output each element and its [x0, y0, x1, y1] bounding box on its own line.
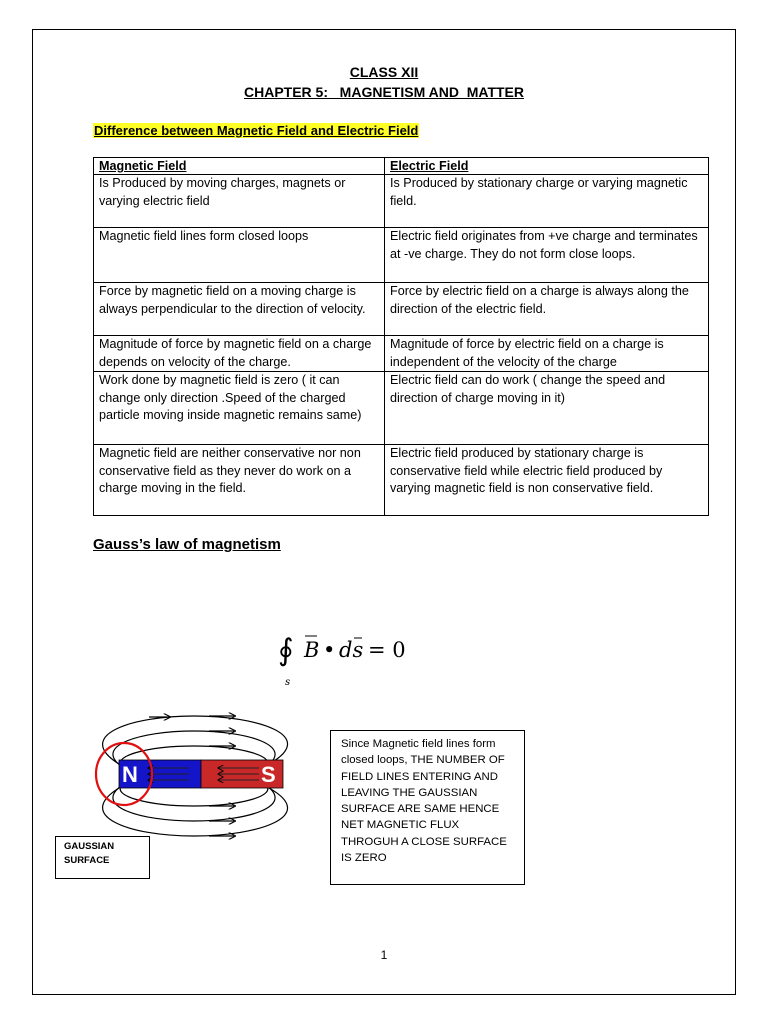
dot-operator: • [323, 638, 336, 662]
table-cell: Force by magnetic field on a moving charge is always perpendicular to the direction of velocity. [94, 283, 385, 336]
table-row [94, 372, 709, 445]
comparison-table [93, 157, 709, 516]
closed-integral-symbol: ∮ [278, 633, 294, 668]
integral-subscript: s [285, 677, 291, 688]
table-row [94, 228, 709, 283]
class-title: CLASS XII [349, 64, 419, 80]
table-cell: Force by electric field on a charge is always along the direction of the electric field. [385, 283, 709, 336]
column-header-magnetic: Magnetic Field [94, 158, 385, 175]
table-cell: Magnitude of force by magnetic field on a charge depends on velocity of the charge. [94, 336, 385, 372]
table-cell: Electric field produced by stationary charge is conservative field while electric field produced by varying magnetic field is non conservative field. [385, 445, 709, 516]
vector-b: B [304, 638, 320, 662]
table-cell: Electric field originates from +ve charge and terminates at -ve charge. They do not form close loops. [385, 228, 709, 283]
table-cell: Magnetic field lines form closed loops [94, 228, 385, 283]
vector-ds: ds [339, 638, 364, 662]
equals-zero: = 0 [368, 638, 406, 662]
table-row [94, 175, 709, 228]
table-row [94, 283, 709, 336]
table-cell: Work done by magnetic field is zero ( it can change only direction .Speed of the charged particle moving inside magnetic remains same) [94, 372, 385, 445]
bar-magnet-field-lines-figure [89, 706, 314, 842]
column-header-electric: Electric Field [385, 158, 709, 175]
north-label: N [122, 762, 138, 787]
page-number: 1 [380, 948, 388, 962]
section-heading: Difference between Magnetic Field and Electric Field [94, 123, 419, 138]
table-cell: Magnetic field are neither conservative nor non conservative field as they never do work on a charge moving in the field. [94, 445, 385, 516]
table-row [94, 336, 709, 372]
gauss-law-heading: Gauss’s law of magnetism [93, 536, 281, 553]
south-label: S [261, 762, 276, 787]
field-line [113, 786, 275, 821]
table-cell: Is Produced by moving charges, magnets or varying electric field [94, 175, 385, 228]
chapter-title: CHAPTER 5: MAGNETISM AND MATTER [244, 84, 524, 100]
explanation-box: Since Magnetic field lines form closed loops, THE NUMBER OF FIELD LINES ENTERING AND LEAVING THE GAUSSIAN SURFACE ARE SAME HENCE NET MAGNETIC FLUX THROGUH A CLOSE SURFACE IS ZERO [330, 730, 525, 885]
table-row [94, 445, 709, 516]
table-cell: Is Produced by stationary charge or varying magnetic field. [385, 175, 709, 228]
gaussian-surface-label: GAUSSIAN SURFACE [55, 836, 150, 879]
table-cell: Magnitude of force by electric field on a charge is independent of the velocity of the charge [385, 336, 709, 372]
table-header-row [94, 158, 709, 175]
table-cell: Electric field can do work ( change the speed and direction of charge moving in it) [385, 372, 709, 445]
gauss-law-formula [276, 626, 426, 688]
